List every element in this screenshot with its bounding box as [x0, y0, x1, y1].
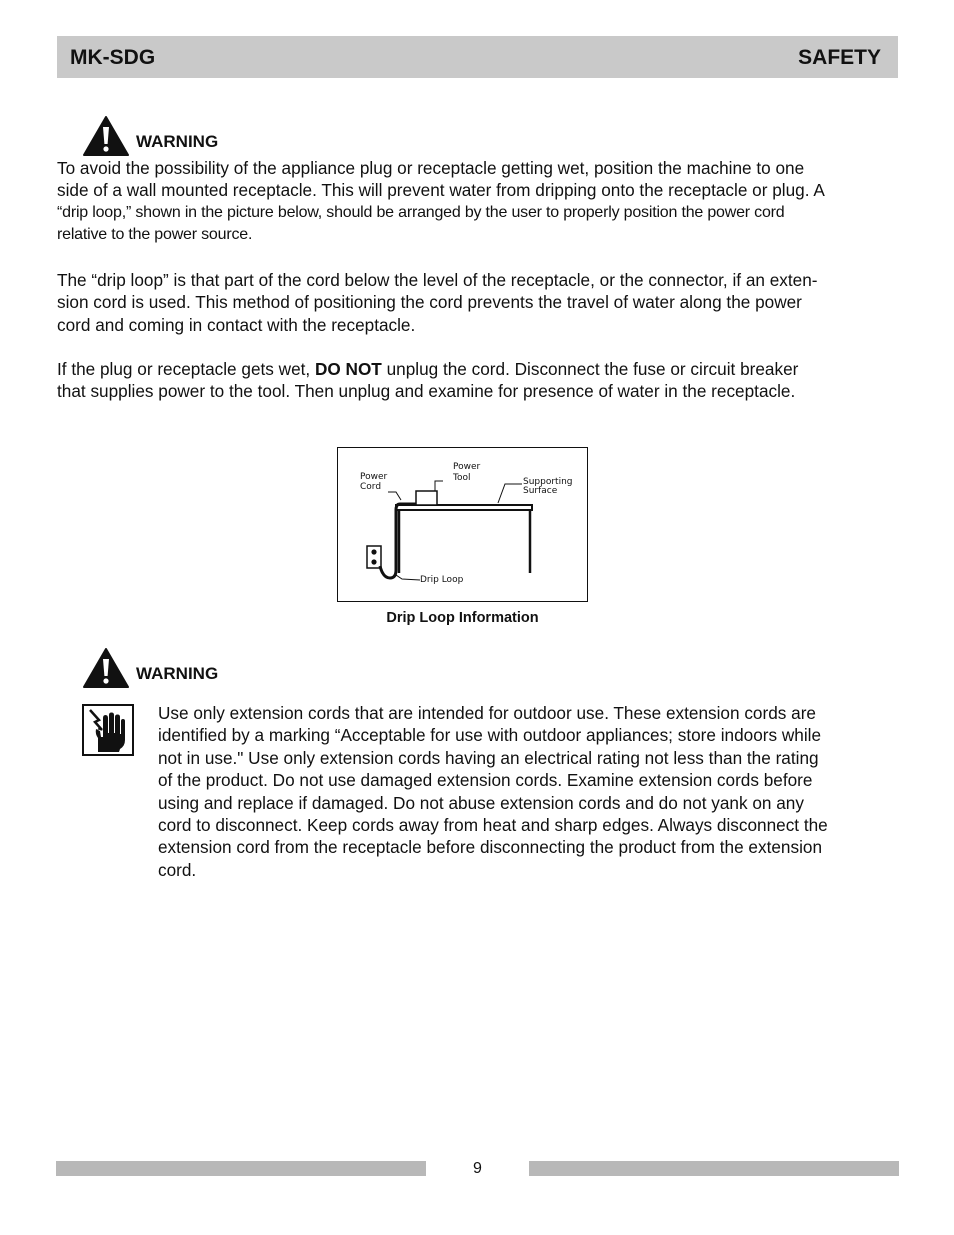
page-number: 9 — [473, 1160, 482, 1177]
supporting-surface-label-line2: Surface — [523, 486, 558, 496]
power-tool-label-line2: Tool — [453, 473, 471, 483]
text-line: Use only extension cords that are intended for outdoor use. These extension cords are — [158, 703, 816, 723]
text-segment: unplug the cord. Disconnect the fuse or circuit breaker — [381, 359, 799, 379]
text-line — [57, 358, 899, 380]
drip-loop-diagram — [337, 447, 588, 602]
supporting-surface-label-line1: Supporting — [523, 477, 573, 487]
text-line: identified by a marking “Acceptable for use with outdoor appliances; store indoors while — [158, 725, 822, 746]
warning-triangle-icon — [82, 115, 130, 157]
text-line: using and replace if damaged. Do not abuse extension cords and do not yank on any — [158, 792, 804, 813]
power-tool-label-line1: Power — [453, 462, 481, 472]
text-line: The “drip loop” is that part of the cord below the level of the receptacle, or the connector, if an exten- — [57, 270, 818, 290]
text-line: of the product. Do not use damaged extension cords. Examine extension cords before — [158, 770, 813, 791]
warning-paragraph-1 — [57, 157, 899, 247]
text-line: that supplies power to the tool. Then unplug and examine for presence of water in the receptacle. — [57, 381, 796, 402]
text-segment: If the plug or receptacle gets wet, — [57, 359, 315, 379]
model-name: MK-SDG — [70, 46, 156, 69]
header-bar — [57, 36, 898, 78]
text-line: side of a wall mounted receptacle. This will prevent water from dripping onto the receptacle or plug. A — [57, 180, 825, 201]
footer-bar-right — [529, 1161, 899, 1176]
text-line: cord to disconnect. Keep cords away from heat and sharp edges. Always disconnect the — [158, 815, 828, 836]
text-line: cord and coming in contact with the receptacle. — [57, 314, 416, 335]
text-line: relative to the power source. — [57, 226, 253, 244]
text-line: To avoid the possibility of the appliance plug or receptacle getting wet, position the machine to one — [57, 158, 805, 178]
text-line: extension cord from the receptacle before disconnecting the product from the extension — [158, 837, 823, 858]
power-cord-label-line1: Power — [360, 472, 388, 482]
do-not-emphasis: DO NOT — [314, 359, 382, 379]
section-title: SAFETY — [798, 46, 881, 69]
warning-triangle-icon — [82, 647, 130, 689]
wet-plug-paragraph — [57, 358, 899, 403]
electric-shock-hazard-icon — [82, 704, 134, 756]
text-line: sion cord is used. This method of positioning the cord prevents the travel of water along the power — [57, 292, 802, 313]
warning-paragraph-2 — [158, 702, 900, 881]
warning-label-2: WARNING — [136, 664, 219, 683]
power-cord-label-line2: Cord — [360, 482, 382, 492]
drip-loop-paragraph — [57, 269, 899, 336]
drip-loop-label: Drip Loop — [420, 575, 464, 585]
text-line: “drip loop,” shown in the picture below, should be arranged by the user to properly position the power cord — [57, 203, 785, 221]
text-line: not in use." Use only extension cords having an electrical rating not less than the rating — [158, 747, 819, 768]
figure-caption: Drip Loop Information — [386, 610, 539, 626]
text-line: cord. — [158, 859, 197, 880]
footer-bar-left — [56, 1161, 426, 1176]
warning-label-1: WARNING — [136, 132, 219, 151]
